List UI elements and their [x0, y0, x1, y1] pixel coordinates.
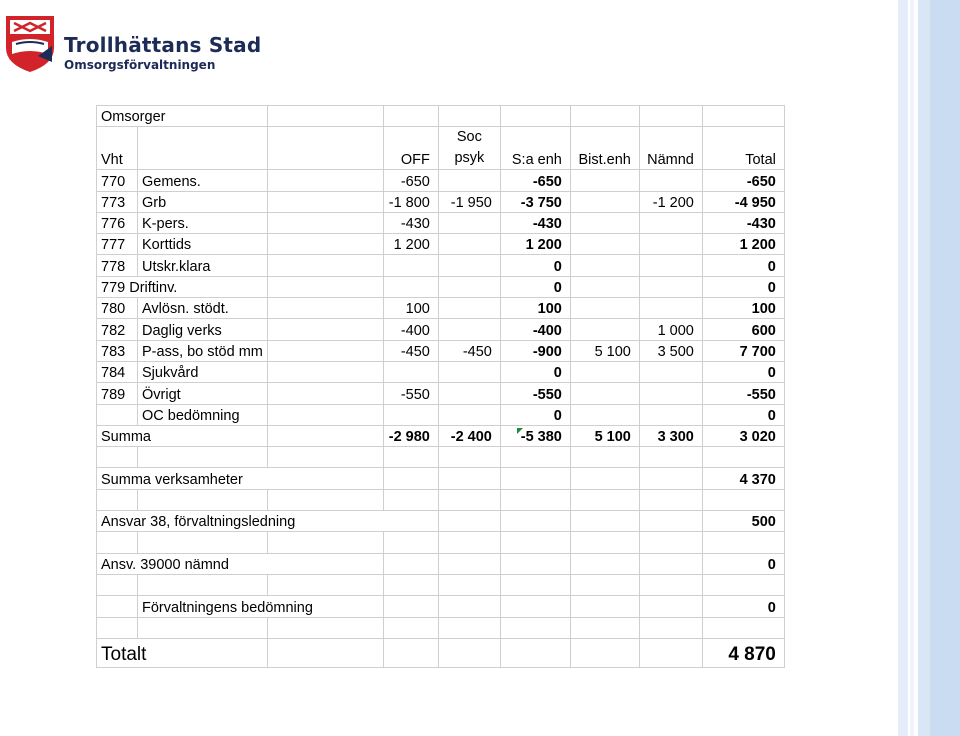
- row-namnd: [639, 170, 702, 191]
- row-name: Utskr.klara: [138, 255, 268, 276]
- row-soc: [438, 361, 500, 382]
- row-name: Övrigt: [138, 383, 268, 404]
- row-total: -550: [702, 383, 784, 404]
- row-bist: [570, 170, 639, 191]
- row-name: OC bedömning: [138, 404, 268, 425]
- row-namnd: [639, 255, 702, 276]
- row-code: [97, 404, 138, 425]
- row-bist: [570, 298, 639, 319]
- row-soc: [438, 234, 500, 255]
- row-sa: 0: [500, 361, 570, 382]
- summa-sa: [500, 425, 570, 446]
- row-namnd: [639, 404, 702, 425]
- table-row: [97, 170, 785, 191]
- table-row: [97, 319, 785, 340]
- row-name: P-ass, bo stöd mm: [138, 340, 268, 361]
- row-total: 7 700: [702, 340, 784, 361]
- row-bist: [570, 234, 639, 255]
- ansvar38-total: 500: [702, 511, 784, 532]
- table-row: [97, 383, 785, 404]
- row-soc: [438, 170, 500, 191]
- row-soc: [438, 276, 500, 297]
- header-soc-line1: Soc: [456, 129, 482, 146]
- row-sa: -550: [500, 383, 570, 404]
- row-code: 776: [97, 212, 138, 233]
- spacer-row: [97, 489, 785, 510]
- row-sa: 0: [500, 404, 570, 425]
- budget-table: [96, 105, 785, 668]
- row-bist: [570, 255, 639, 276]
- spacer-row: [97, 574, 785, 595]
- header-total: Total: [702, 127, 784, 170]
- row-total: 600: [702, 319, 784, 340]
- decorative-stripes: [870, 0, 960, 736]
- row-code: 783: [97, 340, 138, 361]
- row-off: 100: [383, 298, 438, 319]
- row-total: -650: [702, 170, 784, 191]
- brand-subtitle: Omsorgsförvaltningen: [64, 58, 216, 72]
- row-name: Gemens.: [138, 170, 268, 191]
- forvaltningens-row: [97, 596, 785, 617]
- row-soc: [438, 298, 500, 319]
- header-vht: Vht: [97, 127, 138, 170]
- row-off: -1 800: [383, 191, 438, 212]
- municipal-coat-of-arms-logo: [4, 14, 56, 74]
- forvaltningens-total: 0: [702, 596, 784, 617]
- summa-bist: 5 100: [570, 425, 639, 446]
- forvaltningens-label: Förvaltningens bedömning: [138, 596, 384, 617]
- table-title-row: [97, 106, 785, 127]
- row-namnd: [639, 212, 702, 233]
- row-sa: -650: [500, 170, 570, 191]
- row-sa: 0: [500, 276, 570, 297]
- ansv39000-total: 0: [702, 553, 784, 574]
- spacer-row: [97, 447, 785, 468]
- summa-row: [97, 425, 785, 446]
- brand-block: [64, 34, 261, 72]
- row-namnd: [639, 383, 702, 404]
- header-soc-psyk: [438, 127, 500, 170]
- row-off: -400: [383, 319, 438, 340]
- row-sa: -400: [500, 319, 570, 340]
- row-total: 1 200: [702, 234, 784, 255]
- row-namnd: [639, 361, 702, 382]
- row-off: 1 200: [383, 234, 438, 255]
- table-row: [97, 404, 785, 425]
- table-row: [97, 191, 785, 212]
- table-row: [97, 340, 785, 361]
- row-bist: [570, 212, 639, 233]
- summa-soc: -2 400: [438, 425, 500, 446]
- summa-verksamheter-label: Summa verksamheter: [97, 468, 384, 489]
- totalt-label: Totalt: [97, 638, 268, 667]
- row-name: K-pers.: [138, 212, 268, 233]
- header-off: OFF: [383, 127, 438, 170]
- table-row: [97, 255, 785, 276]
- row-sa: -430: [500, 212, 570, 233]
- header-soc-line2: psyk: [454, 150, 485, 167]
- row-total: -4 950: [702, 191, 784, 212]
- row-code: 780: [97, 298, 138, 319]
- table-row: [97, 361, 785, 382]
- row-bist: [570, 404, 639, 425]
- row-name: Korttids: [138, 234, 268, 255]
- table-row: [97, 234, 785, 255]
- ansvar38-label: Ansvar 38, förvaltningsledning: [97, 511, 439, 532]
- row-bist: [570, 191, 639, 212]
- row-off: -550: [383, 383, 438, 404]
- row-soc: [438, 212, 500, 233]
- row-code: 782: [97, 319, 138, 340]
- summa-namnd: 3 300: [639, 425, 702, 446]
- row-namnd: [639, 298, 702, 319]
- row-total: 0: [702, 276, 784, 297]
- row-name: Grb: [138, 191, 268, 212]
- spacer-row: [97, 532, 785, 553]
- row-bist: [570, 361, 639, 382]
- row-total: -430: [702, 212, 784, 233]
- row-bist: [570, 276, 639, 297]
- table-row: [97, 212, 785, 233]
- row-code: 784: [97, 361, 138, 382]
- row-soc: -450: [438, 340, 500, 361]
- totalt-row: [97, 638, 785, 667]
- row-off: [383, 276, 438, 297]
- spacer-row: [97, 617, 785, 638]
- row-code: 773: [97, 191, 138, 212]
- row-total: 0: [702, 404, 784, 425]
- header-row: [97, 127, 785, 170]
- brand-name: Trollhättans Stad: [64, 33, 262, 57]
- table-title: Omsorger: [97, 106, 268, 127]
- row-soc: [438, 404, 500, 425]
- row-namnd: [639, 276, 702, 297]
- header-namnd: Nämnd: [639, 127, 702, 170]
- row-soc: [438, 255, 500, 276]
- row-sa: 0: [500, 255, 570, 276]
- row-off: -650: [383, 170, 438, 191]
- summa-total: 3 020: [702, 425, 784, 446]
- summa-label: Summa: [97, 425, 268, 446]
- row-bist: [570, 319, 639, 340]
- row-off: -450: [383, 340, 438, 361]
- row-off: [383, 361, 438, 382]
- row-off: -430: [383, 212, 438, 233]
- row-bist: [570, 383, 639, 404]
- table-row: [97, 298, 785, 319]
- summa-verksamheter-total: 4 370: [702, 468, 784, 489]
- row-bist: 5 100: [570, 340, 639, 361]
- row-namnd: 3 500: [639, 340, 702, 361]
- row-code: 789: [97, 383, 138, 404]
- row-sa: -3 750: [500, 191, 570, 212]
- ansv39000-label: Ansv. 39000 nämnd: [97, 553, 384, 574]
- row-name: Avlösn. stödt.: [138, 298, 268, 319]
- row-namnd: -1 200: [639, 191, 702, 212]
- totalt-value: 4 870: [702, 638, 784, 667]
- row-off: [383, 404, 438, 425]
- summa-verksamheter-row: [97, 468, 785, 489]
- summa-off: -2 980: [383, 425, 438, 446]
- row-soc: -1 950: [438, 191, 500, 212]
- row-total: 0: [702, 255, 784, 276]
- row-namnd: 1 000: [639, 319, 702, 340]
- row-sa: -900: [500, 340, 570, 361]
- ansvar38-row: [97, 511, 785, 532]
- row-code: 777: [97, 234, 138, 255]
- header-bist-enh: Bist.enh: [570, 127, 639, 170]
- row-namnd: [639, 234, 702, 255]
- row-code: 779 Driftinv.: [97, 276, 268, 297]
- row-total: 100: [702, 298, 784, 319]
- row-soc: [438, 383, 500, 404]
- row-code: 770: [97, 170, 138, 191]
- row-sa: 1 200: [500, 234, 570, 255]
- row-sa: 100: [500, 298, 570, 319]
- row-off: [383, 255, 438, 276]
- row-name: Sjukvård: [138, 361, 268, 382]
- comment-marker: -5 380: [520, 429, 562, 446]
- row-soc: [438, 319, 500, 340]
- row-name: Daglig verks: [138, 319, 268, 340]
- row-code: 778: [97, 255, 138, 276]
- data-rows: [97, 170, 785, 426]
- ansv39000-row: [97, 553, 785, 574]
- table-row: [97, 276, 785, 297]
- header-sa-enh: S:a enh: [500, 127, 570, 170]
- row-total: 0: [702, 361, 784, 382]
